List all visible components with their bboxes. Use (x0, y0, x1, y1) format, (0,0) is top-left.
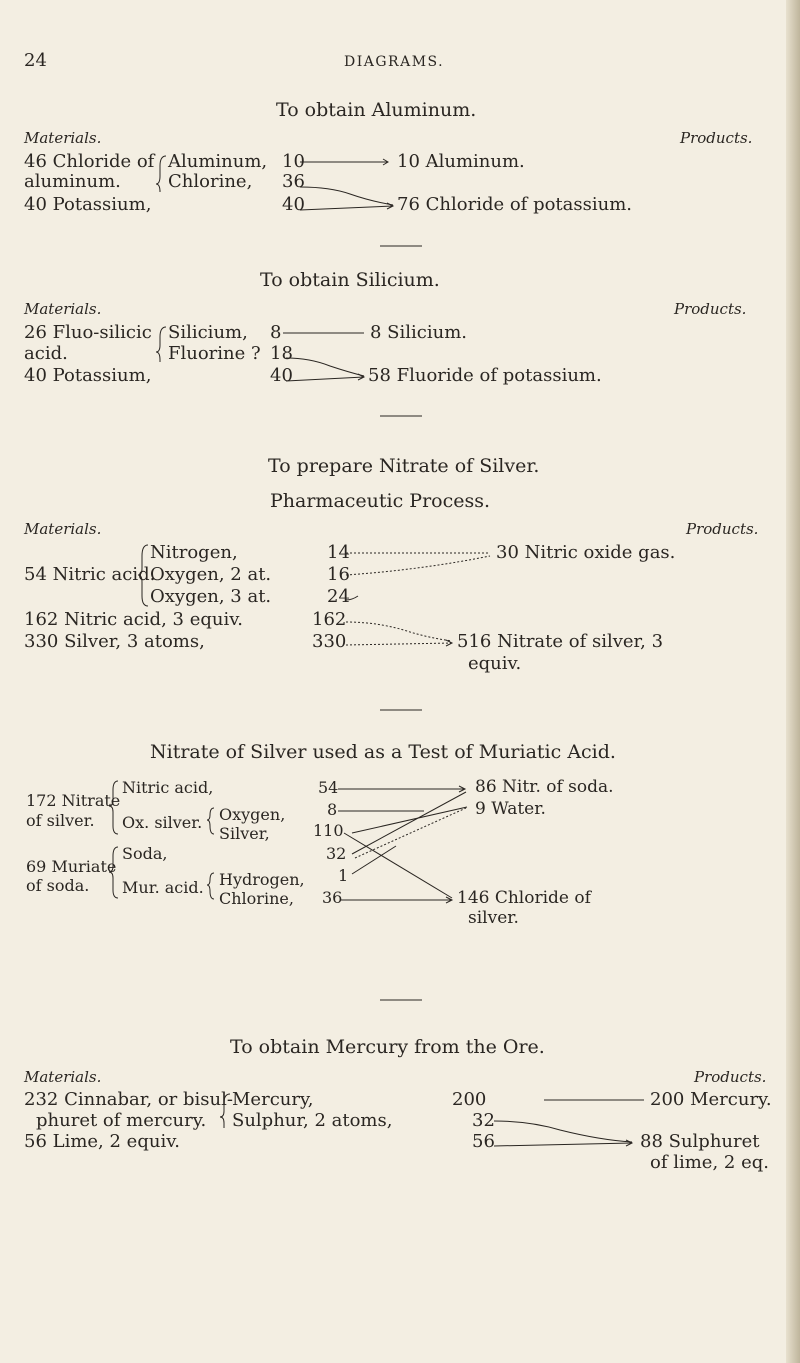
arrow-line (352, 792, 466, 854)
material-1: 46 Chloride of (24, 151, 155, 172)
component-1: Mercury, (232, 1089, 314, 1110)
acid-comp-hydrogen: Hydrogen, (219, 870, 305, 889)
product-2-cont: of lime, 2 eq. (650, 1152, 769, 1173)
material-1-comp-2: Ox. silver. (122, 813, 203, 832)
arrow-line (346, 622, 452, 641)
material-1-cont: aluminum. (24, 171, 121, 192)
component-2: Fluorine ? (168, 343, 261, 364)
component-2: Oxygen, 2 at. (150, 564, 272, 585)
component-3-value: 56 (472, 1131, 495, 1152)
value-54: 54 (318, 778, 339, 797)
arrow-line (346, 643, 452, 645)
value-1: 1 (338, 866, 349, 885)
material-3: 330 Silver, 3 atoms, (24, 631, 205, 652)
material-2-comp-1: Soda, (122, 844, 168, 863)
oxide-comp-oxygen: Oxygen, (219, 805, 286, 824)
material-2-comp-2: Mur. acid. (122, 878, 204, 897)
value-36: 36 (322, 888, 343, 907)
product-1: 8 Silicium. (370, 322, 467, 343)
arrow-line (286, 358, 364, 376)
material-2: 69 Muriate (26, 857, 117, 876)
material-1: 26 Fluo-silicic (24, 322, 152, 343)
component-2-value: 32 (472, 1110, 495, 1131)
component-3-value: 40 (270, 365, 293, 386)
product-1: 86 Nitr. of soda. (475, 777, 614, 797)
product-2: 76 Chloride of potassium. (397, 194, 633, 215)
material-2: 40 Potassium, (24, 194, 152, 215)
product-3: 146 Chloride of (457, 888, 591, 908)
arrow-line (346, 556, 490, 575)
material-2-value: 162 (312, 609, 347, 630)
component-2-value: 36 (282, 171, 305, 192)
brace (220, 1094, 230, 1128)
value-32: 32 (326, 844, 347, 863)
material-1-comp-1: Nitric acid, (122, 778, 214, 797)
product-3-cont: silver. (468, 908, 519, 928)
arrow-line (300, 206, 393, 210)
brace (109, 847, 118, 898)
arrow-line (286, 377, 364, 381)
material-1-cont: of silver. (26, 811, 95, 830)
materials-label: Materials. (24, 520, 102, 538)
page-number: 24 (24, 50, 47, 71)
brace (109, 781, 118, 834)
product-1: 30 Nitric oxide gas. (496, 542, 676, 563)
component-2-value: 16 (327, 564, 350, 585)
acid-comp-chlorine: Chlorine, (219, 889, 294, 908)
arrow-line (355, 808, 466, 858)
material-3-value: 330 (312, 631, 347, 652)
section-title: To obtain Silicium. (260, 269, 440, 291)
brace (156, 156, 166, 192)
arrow-line (494, 1143, 632, 1146)
section-title: To obtain Mercury from the Ore. (230, 1036, 545, 1058)
product-2-cont: equiv. (468, 653, 522, 674)
component-2-value: 18 (270, 343, 293, 364)
product-2: 58 Fluoride of potassium. (368, 365, 602, 386)
material-1: 232 Cinnabar, or bisul- (24, 1089, 233, 1110)
materials-label: Materials. (24, 300, 102, 318)
product-2: 516 Nitrate of silver, 3 (457, 631, 664, 652)
material-2-cont: of soda. (26, 876, 90, 895)
material-2: 162 Nitric acid, 3 equiv. (24, 609, 243, 630)
products-label: Products. (686, 520, 759, 538)
product-2: 88 Sulphuret (640, 1131, 760, 1152)
material-2: 56 Lime, 2 equiv. (24, 1131, 180, 1152)
component-3-value: 40 (282, 194, 305, 215)
product-1: 10 Aluminum. (397, 151, 525, 172)
products-label: Products. (674, 300, 747, 318)
component-1: Aluminum, (168, 151, 268, 172)
component-3-value: 24 (327, 586, 350, 607)
component-3: Oxygen, 3 at. (150, 586, 272, 607)
component-1-value: 10 (282, 151, 305, 172)
component-1-value: 8 (270, 322, 282, 343)
oxide-comp-silver: Silver, (219, 824, 270, 843)
material-1-cont: acid. (24, 343, 68, 364)
component-2: Sulphur, 2 atoms, (232, 1110, 393, 1131)
brace (156, 327, 166, 362)
arrow-line (346, 596, 358, 600)
value-8: 8 (327, 800, 338, 819)
products-label: Products. (680, 129, 753, 147)
arrow-line (300, 187, 393, 205)
product-2: 9 Water. (475, 799, 546, 819)
materials-label: Materials. (24, 1068, 102, 1086)
arrow-line (494, 1121, 632, 1142)
materials-label: Materials. (24, 129, 102, 147)
brace (207, 808, 214, 834)
material-1-cont: phuret of mercury. (36, 1110, 207, 1131)
section-title: To obtain Aluminum. (276, 99, 477, 121)
component-1-value: 200 (452, 1089, 487, 1110)
products-label: Products. (694, 1068, 767, 1086)
arrow-line (344, 833, 452, 898)
component-1: Silicium, (168, 322, 248, 343)
section-subtitle: Pharmaceutic Process. (270, 490, 491, 512)
material-1: 54 Nitric acid. (24, 564, 156, 585)
brace (207, 873, 214, 899)
product-1: 200 Mercury. (650, 1089, 772, 1110)
component-1: Nitrogen, (150, 542, 238, 563)
section-title: To prepare Nitrate of Silver. (268, 455, 540, 477)
brace (138, 545, 148, 606)
value-110: 110 (313, 821, 344, 840)
running-head: DIAGRAMS. (344, 54, 445, 70)
material-2: 40 Potassium, (24, 365, 152, 386)
section-title: Nitrate of Silver used as a Test of Muriatic Acid. (150, 741, 616, 763)
component-1-value: 14 (327, 542, 350, 563)
material-1: 172 Nitrate (26, 791, 121, 810)
component-2: Chlorine, (168, 171, 253, 192)
